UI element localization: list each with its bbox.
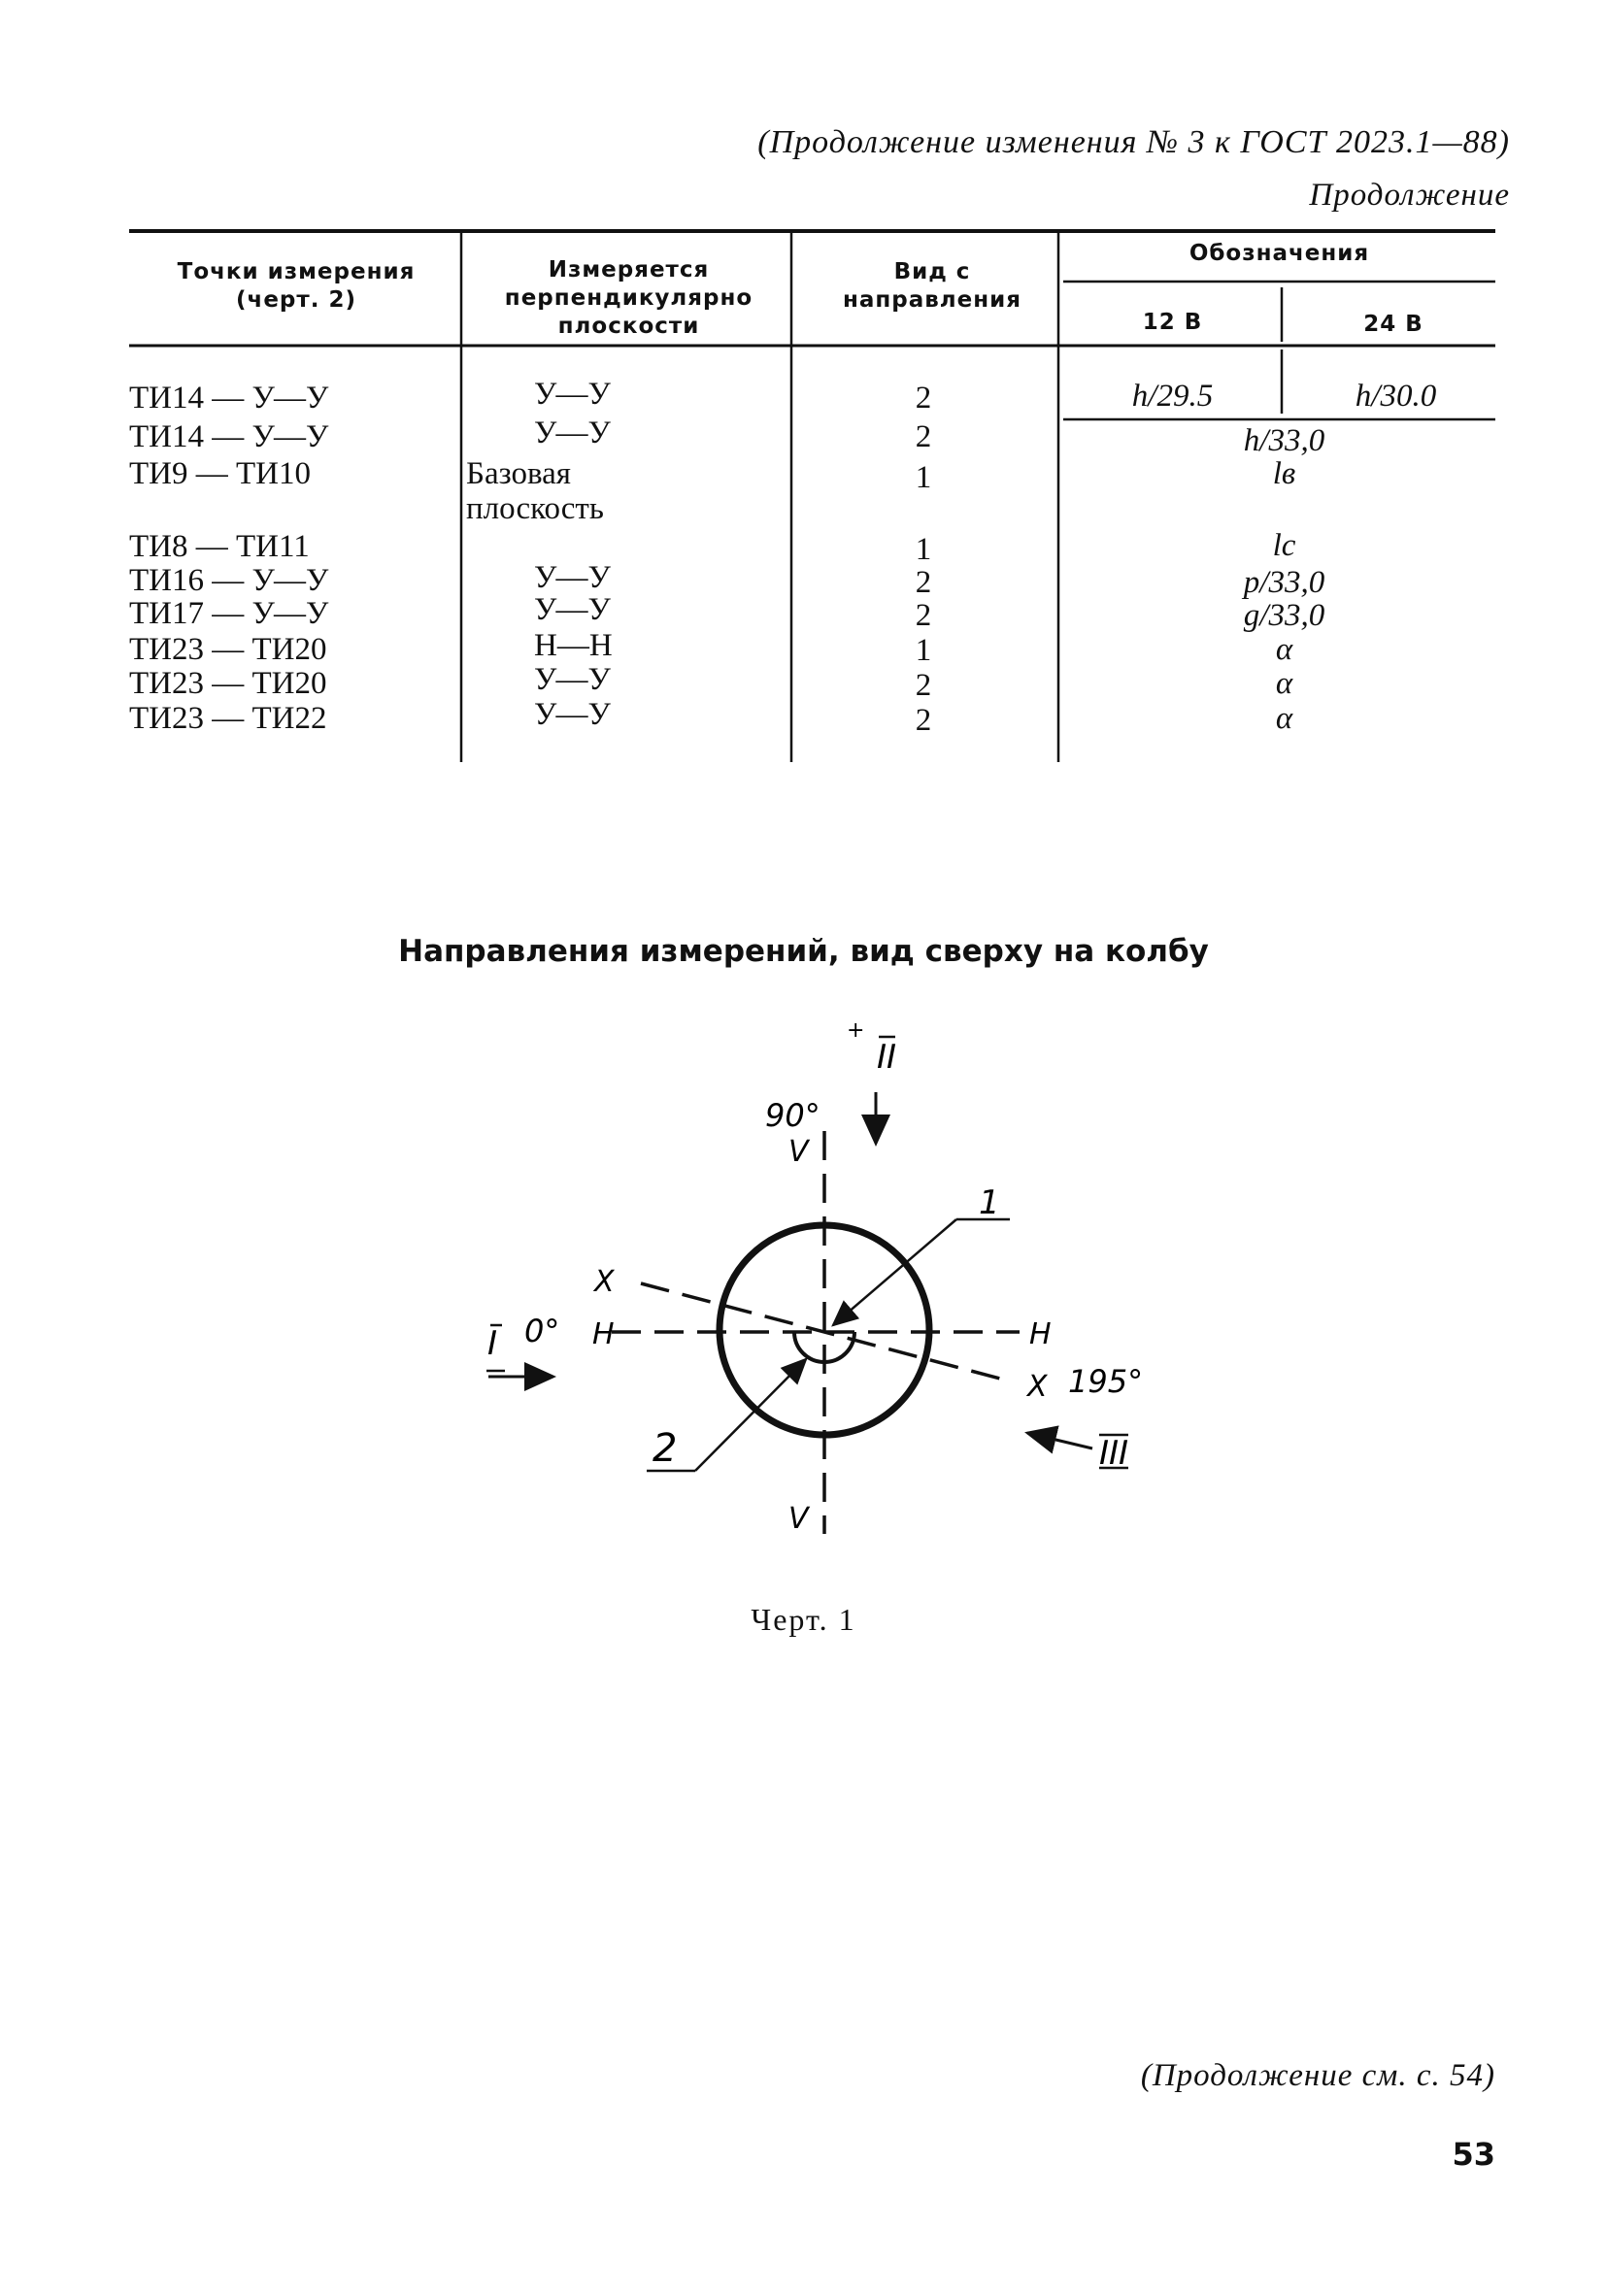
figure-title: Направления измерений, вид сверху на колбу [398,934,1209,969]
table-row-7-view: 1 [915,633,932,668]
header-12v: 12 В [1142,310,1203,335]
table-row-3-plane: Базовая плоскость [466,456,604,526]
figure-caption: Черт. 1 [751,1602,856,1637]
label-dir2: II [877,1038,897,1077]
label-plus: + [847,1018,865,1043]
table-row-4-view: 1 [915,532,932,567]
table-row-2-plane: У—У [534,416,611,450]
table-row-5-points: ТИ16 — У—У [129,563,329,598]
table-row-2-points: ТИ14 — У—У [129,419,329,454]
x-axis [641,1283,1000,1379]
table-row-5-view: 2 [915,565,932,600]
table-row-3-view: 1 [915,460,932,495]
table-row-8-points: ТИ23 — ТИ20 [129,666,327,701]
table-row-5-designation: p/33,0 [1243,565,1325,600]
header-points: Точки измерения (черт. 2) [177,259,416,313]
table-row-7-designation: α [1275,632,1293,667]
table-row-4-designation: lc [1272,528,1296,563]
label-v-bottom: V [788,1502,809,1536]
label-h-left: H [592,1317,615,1351]
table-row-1-points: ТИ14 — У—У [129,381,329,416]
table-row-6-view: 2 [915,598,932,633]
header-perpendicular: Измеряется перпендикулярно плоскости [504,257,753,339]
label-dir1: I [487,1324,498,1363]
label-deg90: 90° [765,1097,820,1134]
callout-1-leader [833,1219,956,1325]
label-deg195: 195° [1068,1363,1144,1400]
table-row-6-plane: У—У [534,592,611,627]
continuation-note: (Продолжение изменения № 3 к ГОСТ 2023.1—88) [757,124,1510,160]
table-row-1-plane: У—У [534,377,611,412]
table-row-5-plane: У—У [534,560,611,595]
page-number: 53 [1452,2136,1495,2173]
table-row-4-points: ТИ8 — ТИ11 [129,529,310,564]
table-row-1-24v: h/30.0 [1355,379,1437,414]
table-row-6-designation: g/33,0 [1243,598,1325,633]
table-row-9-designation: α [1275,701,1293,736]
label-callout-2: 2 [653,1426,678,1471]
label-dir3: III [1099,1434,1129,1473]
table-row-9-view: 2 [915,703,932,738]
table-row-8-plane: У—У [534,662,611,697]
label-deg0: 0° [524,1313,560,1349]
label-v-top: V [788,1135,809,1169]
label-x-right: X [1027,1370,1048,1404]
table-row-3-points: ТИ9 — ТИ10 [129,456,311,491]
continuation-label: Продолжение [1309,178,1510,213]
arrow-iii [1027,1433,1092,1448]
table-row-9-plane: У—У [534,697,611,732]
header-24v: 24 В [1363,312,1423,337]
table-row-6-points: ТИ17 — У—У [129,596,329,631]
footer-continuation: (Продолжение см. с. 54) [1140,2058,1495,2093]
table-row-1-view: 2 [915,381,932,416]
header-designations: Обозначения [1189,241,1370,266]
table-row-8-designation: α [1275,666,1293,701]
table-row-2-view: 2 [915,419,932,454]
table-row-9-points: ТИ23 — ТИ22 [129,701,327,736]
table-row-7-points: ТИ23 — ТИ20 [129,632,327,667]
callout-2-leader [695,1359,806,1471]
label-h-right: H [1029,1317,1052,1351]
table-row-2-designation: h/33,0 [1243,423,1325,458]
table-row-3-designation: lв [1272,456,1296,491]
table-row-1-12v: h/29.5 [1131,379,1214,414]
table-row-8-view: 2 [915,668,932,703]
label-callout-1: 1 [979,1183,1000,1222]
table-row-7-plane: Н—Н [534,628,613,663]
label-x-left: X [594,1265,615,1299]
header-view: Вид с направления [842,259,1022,313]
